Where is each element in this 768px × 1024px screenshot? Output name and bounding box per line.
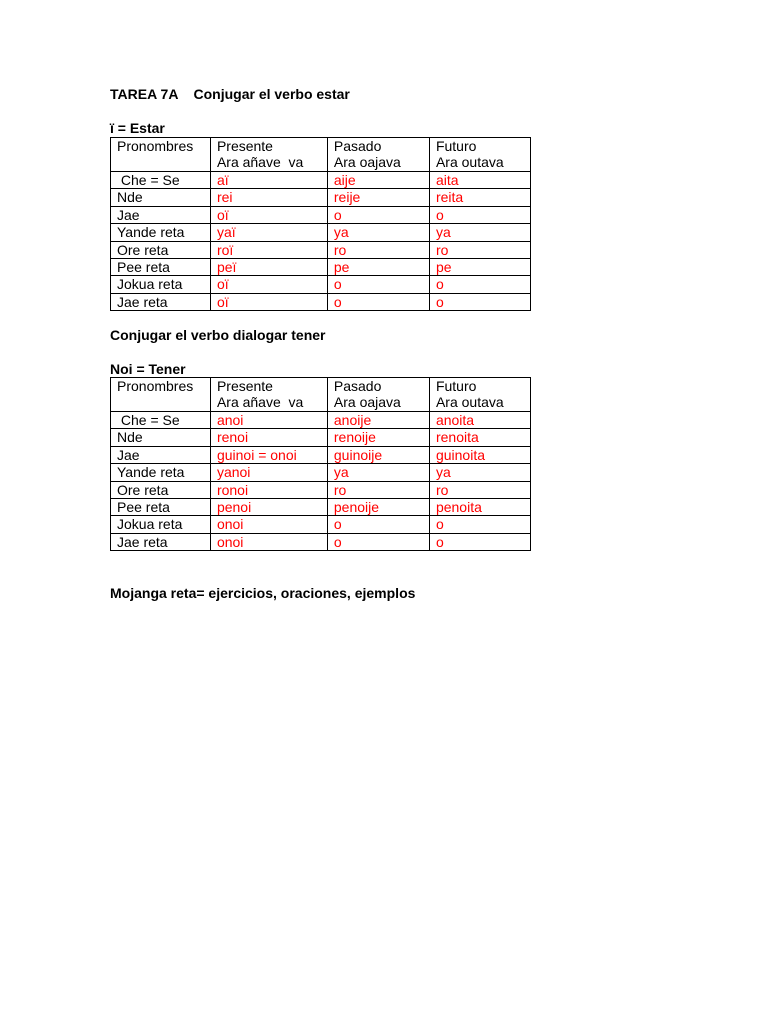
estar-table	[110, 137, 531, 311]
pronoun-cell: Che = Se	[111, 172, 211, 189]
pronoun-cell: Jae reta	[111, 293, 211, 310]
table-row	[111, 293, 531, 310]
conjugation-cell: peï	[210, 258, 327, 275]
conjugation-cell: reita	[429, 189, 530, 206]
conjugation-cell: oï	[210, 293, 327, 310]
conjugation-cell: pe	[327, 258, 429, 275]
column-header: Pasado Ara oajava	[327, 378, 429, 412]
conjugation-cell: penoita	[429, 498, 530, 515]
column-header: Pasado Ara oajava	[327, 138, 429, 172]
table-row	[111, 498, 531, 515]
conjugation-cell: roï	[210, 241, 327, 258]
conjugation-cell: aita	[429, 172, 530, 189]
pronoun-cell: Ore reta	[111, 241, 211, 258]
conjugation-cell: penoije	[327, 498, 429, 515]
conjugation-cell: o	[429, 276, 530, 293]
table-row	[111, 516, 531, 533]
conjugation-cell: renoije	[327, 429, 429, 446]
conjugation-cell: onoi	[210, 516, 327, 533]
conjugation-cell: ya	[327, 224, 429, 241]
conjugation-cell: o	[327, 293, 429, 310]
conjugation-cell: guinoita	[429, 446, 530, 463]
section1-heading: ï = Estar	[110, 120, 165, 136]
table-row	[111, 224, 531, 241]
table-header-row	[111, 138, 531, 172]
tener-table	[110, 377, 531, 551]
table-header-row	[111, 378, 531, 412]
column-header: Presente Ara añave va	[210, 378, 327, 412]
conjugation-cell: ya	[429, 224, 530, 241]
pronoun-cell: Jae	[111, 446, 211, 463]
conjugation-cell: anoi	[210, 412, 327, 429]
conjugation-cell: oï	[210, 276, 327, 293]
section2-subtitle: Conjugar el verbo dialogar tener	[110, 327, 326, 343]
pronoun-cell: Nde	[111, 189, 211, 206]
conjugation-cell: o	[327, 533, 429, 550]
table-row	[111, 172, 531, 189]
conjugation-cell: guinoi = onoi	[210, 446, 327, 463]
section2-heading: Noi = Tener	[110, 361, 186, 377]
pronoun-cell: Jae	[111, 206, 211, 223]
conjugation-cell: o	[327, 206, 429, 223]
exercises-label: Mojanga reta= ejercicios, oraciones, ejemplos	[110, 585, 416, 601]
conjugation-cell: o	[327, 516, 429, 533]
conjugation-cell: yaï	[210, 224, 327, 241]
table-row	[111, 481, 531, 498]
conjugation-cell: aï	[210, 172, 327, 189]
pronoun-cell: Ore reta	[111, 481, 211, 498]
conjugation-cell: ro	[327, 481, 429, 498]
conjugation-cell: ro	[429, 241, 530, 258]
pronoun-cell: Pee reta	[111, 498, 211, 515]
table-row	[111, 258, 531, 275]
table-row	[111, 533, 531, 550]
conjugation-cell: o	[327, 276, 429, 293]
table-row	[111, 446, 531, 463]
conjugation-cell: onoi	[210, 533, 327, 550]
conjugation-cell: oï	[210, 206, 327, 223]
conjugation-cell: ro	[327, 241, 429, 258]
column-header: Futuro Ara outava	[429, 378, 530, 412]
column-header: Pronombres	[111, 138, 211, 172]
pronoun-cell: Jokua reta	[111, 516, 211, 533]
pronoun-cell: Che = Se	[111, 412, 211, 429]
pronoun-cell: Jae reta	[111, 533, 211, 550]
conjugation-cell: ya	[429, 464, 530, 481]
conjugation-cell: o	[429, 293, 530, 310]
pronoun-cell: Yande reta	[111, 464, 211, 481]
conjugation-cell: o	[429, 516, 530, 533]
conjugation-cell: aije	[327, 172, 429, 189]
table-row	[111, 241, 531, 258]
table-row	[111, 189, 531, 206]
page-title: TAREA 7A Conjugar el verbo estar	[110, 86, 350, 102]
conjugation-cell: pe	[429, 258, 530, 275]
conjugation-cell: renoita	[429, 429, 530, 446]
pronoun-cell: Jokua reta	[111, 276, 211, 293]
table-row	[111, 412, 531, 429]
table-row	[111, 276, 531, 293]
conjugation-cell: guinoije	[327, 446, 429, 463]
conjugation-cell: anoije	[327, 412, 429, 429]
column-header: Pronombres	[111, 378, 211, 412]
conjugation-cell: o	[429, 533, 530, 550]
conjugation-cell: reije	[327, 189, 429, 206]
conjugation-cell: o	[429, 206, 530, 223]
conjugation-cell: rei	[210, 189, 327, 206]
conjugation-cell: ronoi	[210, 481, 327, 498]
table-row	[111, 464, 531, 481]
table-row	[111, 429, 531, 446]
pronoun-cell: Pee reta	[111, 258, 211, 275]
column-header: Futuro Ara outava	[429, 138, 530, 172]
conjugation-cell: yanoi	[210, 464, 327, 481]
pronoun-cell: Nde	[111, 429, 211, 446]
table-row	[111, 206, 531, 223]
conjugation-cell: anoita	[429, 412, 530, 429]
conjugation-cell: penoi	[210, 498, 327, 515]
column-header: Presente Ara añave va	[210, 138, 327, 172]
pronoun-cell: Yande reta	[111, 224, 211, 241]
conjugation-cell: ro	[429, 481, 530, 498]
conjugation-cell: ya	[327, 464, 429, 481]
conjugation-cell: renoi	[210, 429, 327, 446]
